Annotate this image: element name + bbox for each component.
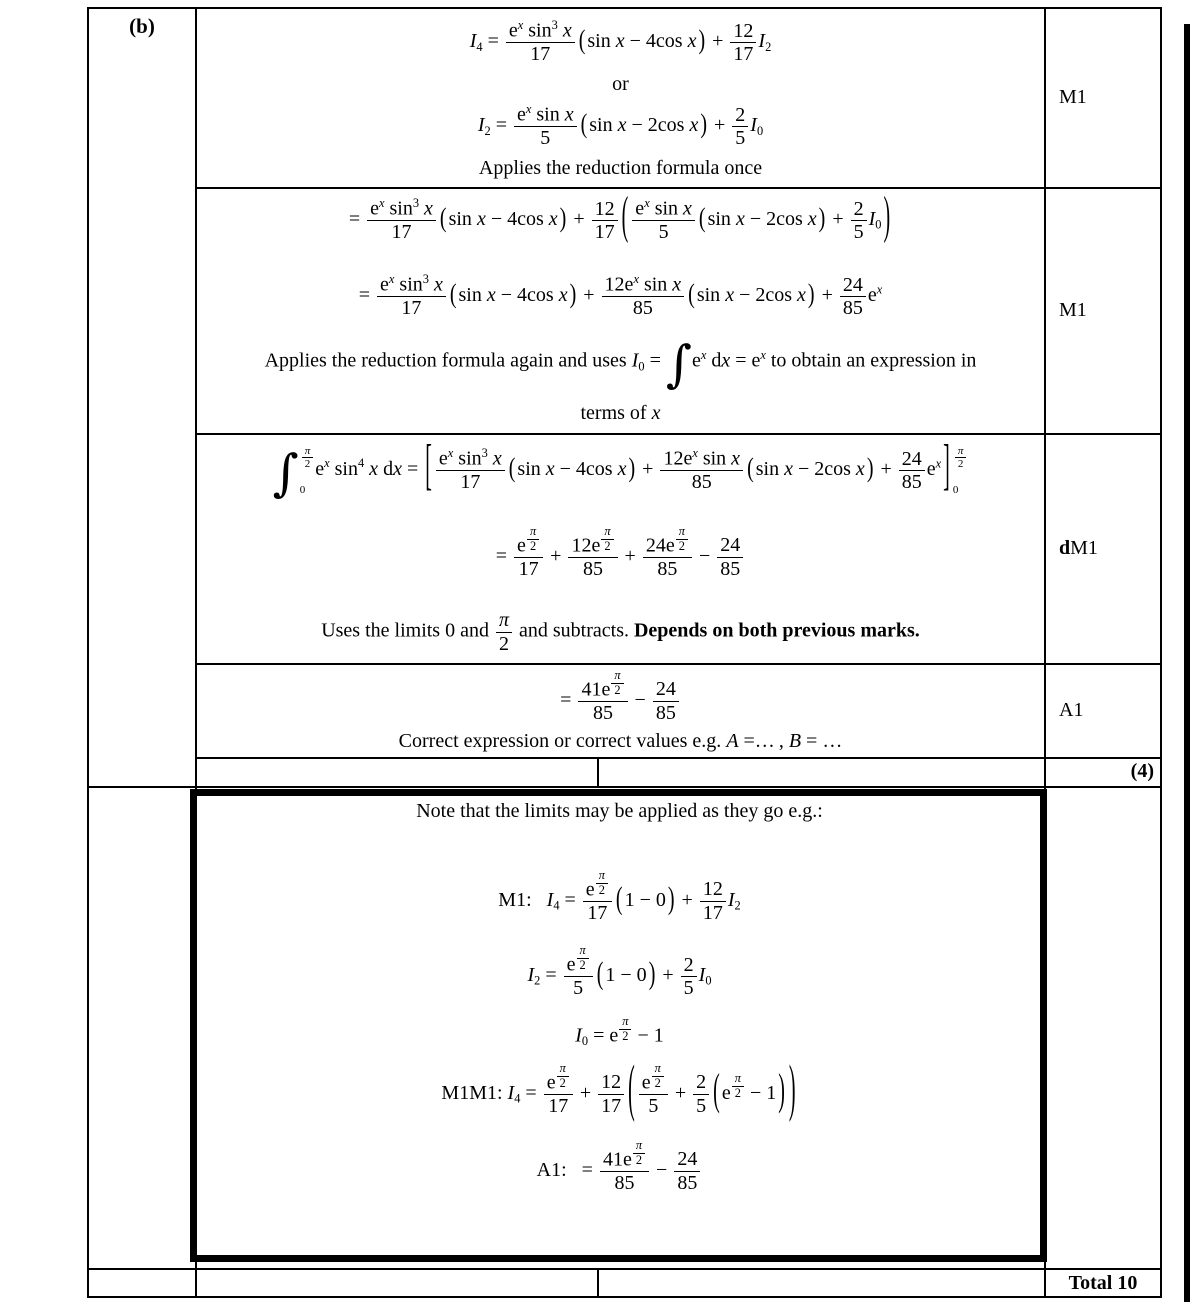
working-row-3 bbox=[197, 435, 1044, 661]
equation-limits-applied: = e $^{\frac{\pi}{2}}$ 17 + 12e $^{\frac{\pi}{2}}$ 85 + 24e $^{\frac{\pi}{2}}$ 85 − $\frac{24}{85}$ bbox=[496, 525, 745, 580]
equation-final-answer: = 41e $^{\frac{\pi}{2}}$ 85 − $\frac{24}{85}$ bbox=[560, 669, 681, 724]
divider-mid-subtotal-row bbox=[597, 757, 599, 788]
equation-expanded: = $\frac{e^x \sin^3 x}{17}$ ( sin x − 4cos x ) + $\frac{12e^x \sin x}{85}$ ( sin x − 2cos x ) + $\frac{24}{85}$ $e^x$ bbox=[358, 271, 883, 319]
notes-title: Note that the limits may be applied as they go e.g.: bbox=[416, 800, 823, 822]
part-label: (b) bbox=[129, 14, 155, 38]
table-border-left bbox=[87, 7, 89, 1298]
table-border-right bbox=[1160, 7, 1162, 1298]
equation-i4-reduction: I4 = $\frac{e^x \sin^3 x}{17}$ ( sin x − 4cos x ) + $\frac{12}{17}$ I2 bbox=[469, 18, 772, 66]
or-text: or bbox=[612, 72, 629, 95]
working-row-2 bbox=[197, 189, 1044, 431]
row-line-5 bbox=[87, 786, 1162, 788]
equation-substituted: = $\frac{e^x \sin^3 x}{17}$ ( sin x − 4cos x ) + $\frac{12}{17}$ ( $\frac{e^x \sin x}{5}$ ( sin x − 2cos x ) + $\frac{2}{5}$ I0 ) bbox=[348, 187, 891, 246]
notes-equation-i0: I0 = e $^{\frac{\pi}{2}}$ − 1 bbox=[575, 1014, 664, 1049]
table-border-bottom bbox=[87, 1296, 1162, 1298]
mark-m1-row-2: M1 bbox=[1059, 298, 1087, 321]
caption-row-4: Correct expression or correct values e.g. A =… , B = … bbox=[398, 730, 843, 752]
notes-equation-a1: A1: = 41e $^{\frac{\pi}{2}}$ 85 − $\frac{24}{85}$ bbox=[537, 1139, 703, 1194]
working-row-4 bbox=[197, 665, 1044, 755]
caption-row-2-line-1: Applies the reduction formula again and uses $I0 = \int e^x$ dx = $e^x$ to obtain an expression in bbox=[264, 335, 977, 394]
mark-a1-row-4: A1 bbox=[1059, 698, 1084, 721]
caption-row-3: Uses the limits 0 and $\frac{\pi}{2}$ and subtracts. Depends on both previous marks. bbox=[321, 609, 920, 655]
mark-dm1-row-3: dM1 bbox=[1059, 536, 1098, 559]
caption-row-1: Applies the reduction formula once bbox=[478, 156, 763, 179]
total-marks: Total 10 bbox=[1068, 1272, 1138, 1294]
row-line-4 bbox=[195, 757, 1162, 759]
working-row-1 bbox=[197, 9, 1044, 185]
page-scan-edge bbox=[1184, 24, 1190, 1302]
divider-mid-total-row bbox=[597, 1268, 599, 1298]
equation-i2-reduction: I2 = $\frac{e^x \sin x}{5}$ ( sin x − 2cos x ) + $\frac{2}{5}$ I0 bbox=[477, 102, 764, 150]
row-line-6 bbox=[87, 1268, 1162, 1270]
notes-equation-m1m1: M1M1: I4 = e $^{\frac{\pi}{2}}$ 17 + $\frac{12}{17}$ ( e $^{\frac{\pi}{2}}$ 5 + $\frac{2}{5}$ ( e $^{\frac{\pi}{2}}$ − 1 ) ) bbox=[441, 1053, 796, 1125]
notes-equation-m1: M1: I4 = e $^{\frac{\pi}{2}}$ 17 ( 1 − 0 ) + $\frac{12}{17}$ I2 bbox=[498, 868, 741, 924]
notes-equation-i2: I2 = e $^{\frac{\pi}{2}}$ 5 ( 1 − 0 ) + $\frac{2}{5}$ I0 bbox=[527, 943, 712, 999]
subtotal-marks: (4) bbox=[1130, 760, 1154, 782]
caption-row-2-line-2: terms of x bbox=[580, 401, 661, 424]
equation-definite-integral: ∫ $\frac{\pi}{2}$ 0 $e^x$ $\sin^4 x$ dx = [ $\frac{e^x \sin^3 x}{17}$ ( sin x − 4cos x ) + $\frac{12e^x \sin x}{85}$ ( sin x − 2cos x ) + $\frac{24}{85}$ $e^x$ ] $\frac{\pi}{2}$ 0 bbox=[273, 445, 969, 496]
notes-box-content bbox=[199, 796, 1040, 1256]
mark-m1-row-1: M1 bbox=[1059, 85, 1087, 108]
